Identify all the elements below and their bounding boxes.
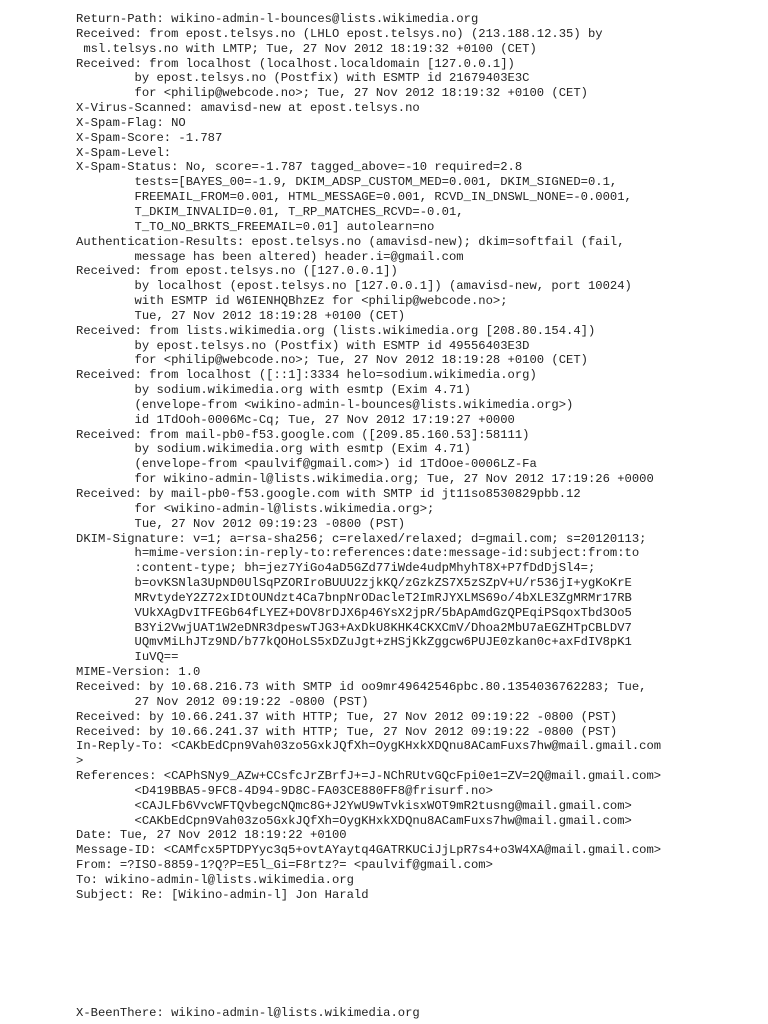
header-line: message has been altered) header.i=@gmail.com: [76, 249, 464, 264]
header-line: (envelope-from <paulvif@gmail.com>) id 1TdOoe-0006LZ-Fa: [76, 457, 537, 472]
header-line: From: =?ISO-8859-1?Q?P=E5l_Gi=F8rtz?= <paulvif@gmail.com>: [76, 858, 493, 873]
header-line: X-Spam-Score: -1.787: [76, 130, 223, 145]
header-line: Received: by mail-pb0-f53.google.com with SMTP id jt11so8530829pbb.12: [76, 487, 581, 501]
header-line: Received: from epost.telsys.no ([127.0.0.1]): [76, 264, 398, 279]
header-line: by localhost (epost.telsys.no [127.0.0.1]) (amavisd-new, port 10024): [76, 279, 632, 294]
header-line: for wikino-admin-l@lists.wikimedia.org; Tue, 27 Nov 2012 17:19:26 +0000: [76, 472, 654, 487]
header-line: <CAJLFb6VvcWFTQvbegcNQmc8G+J2YwU9wTvkisxWOT9mR2tusng@mail.gmail.com>: [76, 798, 632, 813]
header-line: Received: by 10.68.216.73 with SMTP id oo9mr49642546pbc.80.1354036762283; Tue,: [76, 679, 647, 694]
header-line: with ESMTP id W6IENHQBhzEz for <philip@webcode.no>;: [76, 294, 508, 309]
header-line: :content-type; bh=jez7YiGo4aD5GZd77iWde4udpMhyhT8X+P7fDdDjSl4=;: [76, 561, 596, 576]
header-line: for <philip@webcode.no>; Tue, 27 Nov 2012 18:19:32 +0100 (CET): [76, 86, 588, 101]
header-line: Return-Path: wikino-admin-l-bounces@lists.wikimedia.org: [76, 12, 479, 26]
header-line: (envelope-from <wikino-admin-l-bounces@lists.wikimedia.org>): [76, 397, 574, 412]
header-line: UQmvMiLhJTz9ND/b77kQOHoLS5xDZuJgt+zHSjKkZggcw6PUJE0zkan0c+axFdIV8pK1: [76, 635, 632, 650]
header-line: VUkXAgDvITFEGb64fLYEZ+DOV8rDJX6p46YsX2jpR/5bApAmdGzQPEqiPSqoxTbd3Oo5: [76, 605, 632, 620]
header-line: by epost.telsys.no (Postfix) with ESMTP id 49556403E3D: [76, 338, 530, 353]
header-line: b=ovKSNla3UpND0UlSqPZORIroBUUU2zjkKQ/zGzkZS7X5zSZpV+U/r536jI+ygKoKrE: [76, 576, 632, 591]
header-line: tests=[BAYES_00=-1.9, DKIM_ADSP_CUSTOM_MED=0.001, DKIM_SIGNED=0.1,: [76, 175, 618, 190]
header-line: DKIM-Signature: v=1; a=rsa-sha256; c=relaxed/relaxed; d=gmail.com; s=20120113;: [76, 531, 647, 546]
header-line: Received: from localhost (localhost.localdomain [127.0.0.1]): [76, 56, 515, 71]
email-header-block: [76, 12, 756, 903]
header-line: Subject: Re: [Wikino-admin-l] Jon Harald: [76, 887, 369, 902]
header-line: FREEMAIL_FROM=0.001, HTML_MESSAGE=0.001, RCVD_IN_DNSWL_NONE=-0.0001,: [76, 190, 632, 205]
header-line: for <philip@webcode.no>; Tue, 27 Nov 2012 18:19:28 +0100 (CET): [76, 353, 588, 368]
header-line: References: <CAPhSNy9_AZw+CCsfcJrZBrfJ+=J-NChRUtvGQcFpi0e1=ZV=2Q@mail.gmail.com>: [76, 769, 662, 784]
header-line: Received: by 10.66.241.37 with HTTP; Tue, 27 Nov 2012 09:19:22 -0800 (PST): [76, 709, 618, 724]
header-line: T_TO_NO_BRKTS_FREEMAIL=0.01] autolearn=no: [76, 219, 435, 234]
header-line: MIME-Version: 1.0: [76, 665, 201, 680]
header-line: <D419BBA5-9FC8-4D94-9D8C-FA03CE880FF8@frisurf.no>: [76, 783, 493, 798]
header-line: X-Spam-Level:: [76, 145, 172, 160]
header-line: h=mime-version:in-reply-to:references:date:message-id:subject:from:to: [76, 546, 640, 561]
header-line: Date: Tue, 27 Nov 2012 18:19:22 +0100: [76, 828, 347, 843]
header-line: MRvtydeY2Z72xIDtOUNdzt4Ca7bnpNrODacleT2ImRJYXLMS69o/4bXLE3ZgMRMr17RB: [76, 590, 632, 605]
header-line: IuVQ==: [76, 650, 179, 665]
header-line: by epost.telsys.no (Postfix) with ESMTP id 21679403E3C: [76, 71, 530, 86]
header-line: by sodium.wikimedia.org with esmtp (Exim 4.71): [76, 442, 471, 457]
header-line: X-Spam-Flag: NO: [76, 115, 186, 130]
header-line: id 1TdOoh-0006Mc-Cq; Tue, 27 Nov 2012 17:19:27 +0000: [76, 412, 515, 427]
header-line: X-Virus-Scanned: amavisd-new at epost.telsys.no: [76, 101, 420, 116]
header-line: Message-ID: <CAMfcx5PTDPYyc3q5+ovtAYaytq4GATRKUCiJjLpR7s4+o3W4XA@mail.gmail.com>: [76, 843, 662, 858]
header-line: In-Reply-To: <CAKbEdCpn9Vah03zo5GxkJQfXh=OygKHxkXDQnu8ACamFuxs7hw@mail.gmail.com: [76, 739, 662, 754]
header-line: To: wikino-admin-l@lists.wikimedia.org: [76, 872, 354, 887]
header-line: Received: from mail-pb0-f53.google.com ([209.85.160.53]:58111): [76, 427, 530, 442]
header-line: by sodium.wikimedia.org with esmtp (Exim 4.71): [76, 383, 471, 398]
header-line: Received: from localhost ([::1]:3334 helo=sodium.wikimedia.org): [76, 368, 537, 383]
header-line: Authentication-Results: epost.telsys.no (amavisd-new); dkim=softfail (fail,: [76, 234, 625, 249]
header-line: 27 Nov 2012 09:19:22 -0800 (PST): [76, 694, 369, 709]
header-line: X-Spam-Status: No, score=-1.787 tagged_above=-10 required=2.8: [76, 160, 523, 175]
header-line: B3Yi2VwjUAT1W2eDNR3dpeswTJG3+AxDkU8KHK4CKXCmV/Dhoa2MbU7aEGZHTpCBLDV7: [76, 620, 632, 635]
header-line: Tue, 27 Nov 2012 09:19:23 -0800 (PST): [76, 516, 406, 531]
header-line: Tue, 27 Nov 2012 18:19:28 +0100 (CET): [76, 308, 406, 323]
header-line-x-beenthere: X-BeenThere: wikino-admin-l@lists.wikimedia.org: [76, 1006, 420, 1020]
header-line: >: [76, 754, 84, 769]
header-line: for <wikino-admin-l@lists.wikimedia.org>;: [76, 501, 435, 516]
header-line: <CAKbEdCpn9Vah03zo5GxkJQfXh=OygKHxkXDQnu8ACamFuxs7hw@mail.gmail.com>: [76, 813, 632, 828]
header-line: msl.telsys.no with LMTP; Tue, 27 Nov 2012 18:19:32 +0100 (CET): [76, 41, 537, 56]
header-line: T_DKIM_INVALID=0.01, T_RP_MATCHES_RCVD=-0.01,: [76, 204, 464, 219]
header-line: Received: by 10.66.241.37 with HTTP; Tue, 27 Nov 2012 09:19:22 -0800 (PST): [76, 724, 618, 739]
header-line: Received: from lists.wikimedia.org (lists.wikimedia.org [208.80.154.4]): [76, 323, 596, 338]
header-line: Received: from epost.telsys.no (LHLO epost.telsys.no) (213.188.12.35) by: [76, 26, 603, 41]
